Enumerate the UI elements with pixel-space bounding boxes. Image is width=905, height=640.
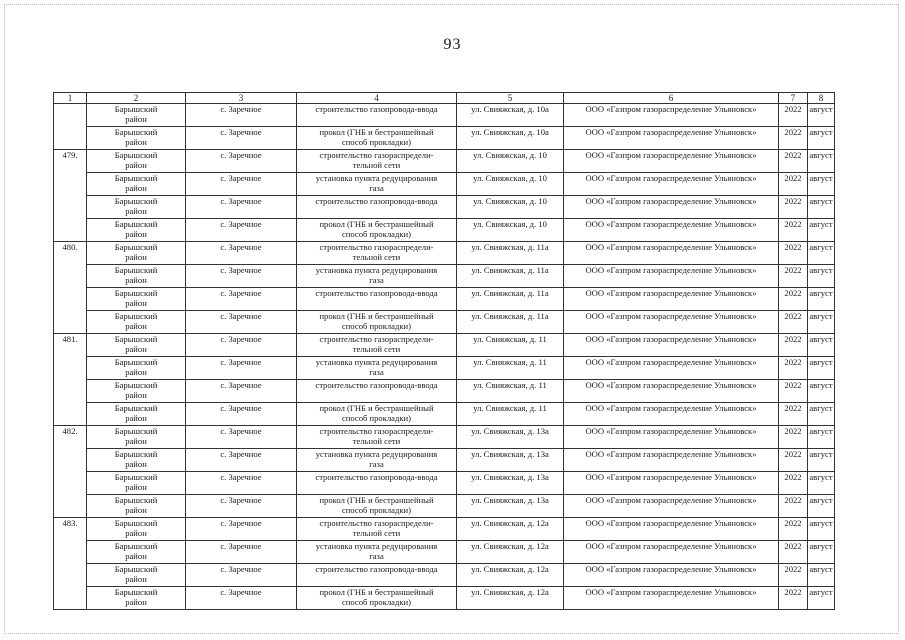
district-cell bbox=[87, 518, 186, 541]
row-number-cell: 480. bbox=[54, 242, 87, 334]
district-cell bbox=[87, 288, 186, 311]
district-text: район bbox=[125, 275, 147, 285]
district-text: Барышский bbox=[114, 587, 158, 597]
work-type-text: строительство газораспредели- bbox=[319, 242, 434, 252]
district-cell bbox=[87, 311, 186, 334]
year-cell: 2022 bbox=[779, 265, 808, 288]
address-cell: ул. Свияжская, д. 11а bbox=[457, 242, 564, 265]
year-cell: 2022 bbox=[779, 449, 808, 472]
district-cell bbox=[87, 380, 186, 403]
district-text: Барышский bbox=[114, 449, 158, 459]
address-cell: ул. Свияжская, д. 10а bbox=[457, 127, 564, 150]
work-type-text: установка пункта редуцирования bbox=[315, 357, 438, 367]
district-text: Барышский bbox=[114, 334, 158, 344]
year-cell: 2022 bbox=[779, 127, 808, 150]
district-cell bbox=[87, 564, 186, 587]
table-row bbox=[54, 173, 835, 196]
village-cell: с. Заречное bbox=[186, 196, 297, 219]
village-cell: с. Заречное bbox=[186, 541, 297, 564]
year-cell: 2022 bbox=[779, 403, 808, 426]
work-type-text: строительство газопровода-ввода bbox=[315, 380, 438, 390]
year-cell: 2022 bbox=[779, 564, 808, 587]
organization-cell: ООО «Газпром газораспределение Ульяновск» bbox=[564, 587, 779, 610]
district-text: район bbox=[125, 367, 147, 377]
village-cell: с. Заречное bbox=[186, 426, 297, 449]
work-type-text: строительство газопровода-ввода bbox=[315, 104, 438, 114]
district-text: Барышский bbox=[114, 150, 158, 160]
village-cell: с. Заречное bbox=[186, 518, 297, 541]
organization-cell: ООО «Газпром газораспределение Ульяновск» bbox=[564, 495, 779, 518]
village-cell: с. Заречное bbox=[186, 219, 297, 242]
organization-cell: ООО «Газпром газораспределение Ульяновск» bbox=[564, 242, 779, 265]
work-type-text: способ прокладки) bbox=[341, 597, 412, 607]
work-type-cell bbox=[297, 196, 457, 219]
gasification-table bbox=[53, 92, 835, 610]
village-cell: с. Заречное bbox=[186, 104, 297, 127]
table-row bbox=[54, 380, 835, 403]
district-cell bbox=[87, 587, 186, 610]
year-cell: 2022 bbox=[779, 541, 808, 564]
address-cell: ул. Свияжская, д. 13а bbox=[457, 449, 564, 472]
district-text: Барышский bbox=[114, 426, 158, 436]
village-cell: с. Заречное bbox=[186, 495, 297, 518]
organization-cell: ООО «Газпром газораспределение Ульяновск» bbox=[564, 449, 779, 472]
district-text: Барышский bbox=[114, 380, 158, 390]
table-row bbox=[54, 587, 835, 610]
work-type-cell bbox=[297, 288, 457, 311]
organization-cell: ООО «Газпром газораспределение Ульяновск» bbox=[564, 219, 779, 242]
header-cell: 2 bbox=[87, 93, 186, 104]
district-text: район bbox=[125, 436, 147, 446]
organization-cell: ООО «Газпром газораспределение Ульяновск» bbox=[564, 403, 779, 426]
year-cell: 2022 bbox=[779, 288, 808, 311]
village-cell: с. Заречное bbox=[186, 380, 297, 403]
header-row bbox=[54, 93, 835, 104]
work-type-cell bbox=[297, 449, 457, 472]
address-cell: ул. Свияжская, д. 11а bbox=[457, 311, 564, 334]
address-cell: ул. Свияжская, д. 13а bbox=[457, 472, 564, 495]
address-cell: ул. Свияжская, д. 11 bbox=[457, 380, 564, 403]
district-text: район bbox=[125, 206, 147, 216]
district-cell bbox=[87, 334, 186, 357]
header-cell: 1 bbox=[54, 93, 87, 104]
district-cell bbox=[87, 541, 186, 564]
year-cell: 2022 bbox=[779, 104, 808, 127]
district-cell bbox=[87, 426, 186, 449]
district-text: Барышский bbox=[114, 127, 158, 137]
address-cell: ул. Свияжская, д. 11а bbox=[457, 288, 564, 311]
table-row bbox=[54, 564, 835, 587]
address-cell: ул. Свияжская, д. 10 bbox=[457, 196, 564, 219]
district-text: Барышский bbox=[114, 403, 158, 413]
district-text: район bbox=[125, 252, 147, 262]
work-type-text: тельной сети bbox=[352, 252, 401, 262]
month-cell: август bbox=[808, 311, 835, 334]
organization-cell: ООО «Газпром газораспределение Ульяновск» bbox=[564, 472, 779, 495]
district-text: Барышский bbox=[114, 219, 158, 229]
district-text: Барышский bbox=[114, 242, 158, 252]
district-text: район bbox=[125, 597, 147, 607]
village-cell: с. Заречное bbox=[186, 150, 297, 173]
month-cell: август bbox=[808, 265, 835, 288]
month-cell: август bbox=[808, 357, 835, 380]
month-cell: август bbox=[808, 426, 835, 449]
work-type-text: способ прокладки) bbox=[341, 321, 412, 331]
village-cell: с. Заречное bbox=[186, 449, 297, 472]
table-row bbox=[54, 288, 835, 311]
month-cell: август bbox=[808, 334, 835, 357]
row-number-cell: 479. bbox=[54, 150, 87, 242]
work-type-text: прокол (ГНБ и бестраншейный bbox=[319, 495, 434, 505]
work-type-cell bbox=[297, 426, 457, 449]
month-cell: август bbox=[808, 380, 835, 403]
village-cell: с. Заречное bbox=[186, 403, 297, 426]
district-text: район bbox=[125, 459, 147, 469]
district-text: Барышский bbox=[114, 104, 158, 114]
year-cell: 2022 bbox=[779, 357, 808, 380]
district-text: Барышский bbox=[114, 265, 158, 275]
table-row bbox=[54, 150, 835, 173]
table-row bbox=[54, 495, 835, 518]
work-type-cell bbox=[297, 334, 457, 357]
district-cell bbox=[87, 265, 186, 288]
address-cell: ул. Свияжская, д. 11 bbox=[457, 357, 564, 380]
village-cell: с. Заречное bbox=[186, 288, 297, 311]
work-type-cell bbox=[297, 403, 457, 426]
year-cell: 2022 bbox=[779, 472, 808, 495]
work-type-text: газа bbox=[369, 275, 384, 285]
work-type-cell bbox=[297, 173, 457, 196]
district-text: Барышский bbox=[114, 357, 158, 367]
table-row bbox=[54, 518, 835, 541]
work-type-text: газа bbox=[369, 183, 384, 193]
district-text: район bbox=[125, 344, 147, 354]
work-type-cell bbox=[297, 541, 457, 564]
district-cell bbox=[87, 357, 186, 380]
work-type-text: газа bbox=[369, 367, 384, 377]
district-cell bbox=[87, 403, 186, 426]
work-type-text: строительство газораспредели- bbox=[319, 426, 434, 436]
district-cell bbox=[87, 449, 186, 472]
work-type-text: тельной сети bbox=[352, 344, 401, 354]
header-cell: 8 bbox=[808, 93, 835, 104]
organization-cell: ООО «Газпром газораспределение Ульяновск» bbox=[564, 518, 779, 541]
district-text: район bbox=[125, 160, 147, 170]
village-cell: с. Заречное bbox=[186, 472, 297, 495]
work-type-cell bbox=[297, 380, 457, 403]
organization-cell: ООО «Газпром газораспределение Ульяновск» bbox=[564, 357, 779, 380]
district-text: район bbox=[125, 551, 147, 561]
organization-cell: ООО «Газпром газораспределение Ульяновск» bbox=[564, 104, 779, 127]
work-type-text: строительство газопровода-ввода bbox=[315, 196, 438, 206]
address-cell: ул. Свияжская, д. 10 bbox=[457, 173, 564, 196]
year-cell: 2022 bbox=[779, 242, 808, 265]
month-cell: август bbox=[808, 518, 835, 541]
work-type-text: строительство газопровода-ввода bbox=[315, 472, 438, 482]
district-text: Барышский bbox=[114, 288, 158, 298]
row-number-cell: 481. bbox=[54, 334, 87, 426]
table-row bbox=[54, 242, 835, 265]
month-cell: август bbox=[808, 541, 835, 564]
month-cell: август bbox=[808, 104, 835, 127]
work-type-text: способ прокладки) bbox=[341, 413, 412, 423]
address-cell: ул. Свияжская, д. 12а bbox=[457, 587, 564, 610]
work-type-text: тельной сети bbox=[352, 528, 401, 538]
organization-cell: ООО «Газпром газораспределение Ульяновск» bbox=[564, 541, 779, 564]
table-row bbox=[54, 104, 835, 127]
year-cell: 2022 bbox=[779, 219, 808, 242]
village-cell: с. Заречное bbox=[186, 242, 297, 265]
work-type-text: строительство газораспредели- bbox=[319, 150, 434, 160]
work-type-cell bbox=[297, 242, 457, 265]
month-cell: август bbox=[808, 288, 835, 311]
address-cell: ул. Свияжская, д. 12а bbox=[457, 564, 564, 587]
district-text: район bbox=[125, 413, 147, 423]
table-row bbox=[54, 265, 835, 288]
organization-cell: ООО «Газпром газораспределение Ульяновск» bbox=[564, 380, 779, 403]
row-number-cell: 483. bbox=[54, 518, 87, 610]
village-cell: с. Заречное bbox=[186, 564, 297, 587]
work-type-text: строительство газораспредели- bbox=[319, 334, 434, 344]
month-cell: август bbox=[808, 403, 835, 426]
organization-cell: ООО «Газпром газораспределение Ульяновск» bbox=[564, 311, 779, 334]
village-cell: с. Заречное bbox=[186, 311, 297, 334]
year-cell: 2022 bbox=[779, 150, 808, 173]
work-type-cell bbox=[297, 265, 457, 288]
organization-cell: ООО «Газпром газораспределение Ульяновск» bbox=[564, 288, 779, 311]
work-type-text: строительство газопровода-ввода bbox=[315, 564, 438, 574]
district-cell bbox=[87, 219, 186, 242]
work-type-text: прокол (ГНБ и бестраншейный bbox=[319, 587, 434, 597]
month-cell: август bbox=[808, 173, 835, 196]
district-text: район bbox=[125, 482, 147, 492]
address-cell: ул. Свияжская, д. 11 bbox=[457, 334, 564, 357]
work-type-text: установка пункта редуцирования bbox=[315, 173, 438, 183]
month-cell: август bbox=[808, 242, 835, 265]
month-cell: август bbox=[808, 564, 835, 587]
district-text: район bbox=[125, 574, 147, 584]
year-cell: 2022 bbox=[779, 380, 808, 403]
district-text: район bbox=[125, 528, 147, 538]
address-cell: ул. Свияжская, д. 13а bbox=[457, 426, 564, 449]
village-cell: с. Заречное bbox=[186, 265, 297, 288]
organization-cell: ООО «Газпром газораспределение Ульяновск» bbox=[564, 173, 779, 196]
village-cell: с. Заречное bbox=[186, 334, 297, 357]
work-type-text: газа bbox=[369, 551, 384, 561]
district-cell bbox=[87, 104, 186, 127]
village-cell: с. Заречное bbox=[186, 173, 297, 196]
work-type-cell bbox=[297, 564, 457, 587]
district-text: район bbox=[125, 114, 147, 124]
work-type-text: строительство газопровода-ввода bbox=[315, 288, 438, 298]
district-text: Барышский bbox=[114, 541, 158, 551]
month-cell: август bbox=[808, 587, 835, 610]
district-text: Барышский bbox=[114, 472, 158, 482]
table-row bbox=[54, 541, 835, 564]
row-number-cell bbox=[54, 104, 87, 150]
work-type-text: прокол (ГНБ и бестраншейный bbox=[319, 219, 434, 229]
address-cell: ул. Свияжская, д. 12а bbox=[457, 518, 564, 541]
district-text: Барышский bbox=[114, 495, 158, 505]
work-type-text: прокол (ГНБ и бестраншейный bbox=[319, 127, 434, 137]
year-cell: 2022 bbox=[779, 311, 808, 334]
district-text: Барышский bbox=[114, 518, 158, 528]
work-type-text: установка пункта редуцирования bbox=[315, 449, 438, 459]
work-type-text: газа bbox=[369, 459, 384, 469]
work-type-text: способ прокладки) bbox=[341, 137, 412, 147]
work-type-text: прокол (ГНБ и бестраншейный bbox=[319, 311, 434, 321]
work-type-cell bbox=[297, 150, 457, 173]
organization-cell: ООО «Газпром газораспределение Ульяновск» bbox=[564, 127, 779, 150]
header-cell: 7 bbox=[779, 93, 808, 104]
year-cell: 2022 bbox=[779, 173, 808, 196]
work-type-text: прокол (ГНБ и бестраншейный bbox=[319, 403, 434, 413]
row-number-cell: 482. bbox=[54, 426, 87, 518]
address-cell: ул. Свияжская, д. 12а bbox=[457, 541, 564, 564]
month-cell: август bbox=[808, 472, 835, 495]
table-row bbox=[54, 127, 835, 150]
work-type-cell bbox=[297, 472, 457, 495]
work-type-cell bbox=[297, 104, 457, 127]
district-text: Барышский bbox=[114, 564, 158, 574]
table-row bbox=[54, 357, 835, 380]
month-cell: август bbox=[808, 495, 835, 518]
district-text: район bbox=[125, 298, 147, 308]
work-type-cell bbox=[297, 219, 457, 242]
month-cell: август bbox=[808, 449, 835, 472]
address-cell: ул. Свияжская, д. 11 bbox=[457, 403, 564, 426]
year-cell: 2022 bbox=[779, 426, 808, 449]
table-row bbox=[54, 219, 835, 242]
work-type-text: тельной сети bbox=[352, 436, 401, 446]
table-row bbox=[54, 426, 835, 449]
month-cell: август bbox=[808, 127, 835, 150]
work-type-text: способ прокладки) bbox=[341, 505, 412, 515]
organization-cell: ООО «Газпром газораспределение Ульяновск» bbox=[564, 426, 779, 449]
work-type-cell bbox=[297, 518, 457, 541]
district-text: район bbox=[125, 321, 147, 331]
year-cell: 2022 bbox=[779, 495, 808, 518]
work-type-cell bbox=[297, 495, 457, 518]
district-cell bbox=[87, 242, 186, 265]
month-cell: август bbox=[808, 196, 835, 219]
table-row bbox=[54, 311, 835, 334]
page-number: 93 bbox=[443, 36, 462, 53]
district-text: Барышский bbox=[114, 311, 158, 321]
district-cell bbox=[87, 472, 186, 495]
organization-cell: ООО «Газпром газораспределение Ульяновск» bbox=[564, 334, 779, 357]
table-row bbox=[54, 196, 835, 219]
work-type-text: тельной сети bbox=[352, 160, 401, 170]
year-cell: 2022 bbox=[779, 587, 808, 610]
work-type-text: строительство газораспредели- bbox=[319, 518, 434, 528]
address-cell: ул. Свияжская, д. 10 bbox=[457, 219, 564, 242]
work-type-text: установка пункта редуцирования bbox=[315, 265, 438, 275]
header-cell: 3 bbox=[186, 93, 297, 104]
village-cell: с. Заречное bbox=[186, 357, 297, 380]
header-cell: 5 bbox=[457, 93, 564, 104]
address-cell: ул. Свияжская, д. 10а bbox=[457, 104, 564, 127]
header-cell: 6 bbox=[564, 93, 779, 104]
table-row bbox=[54, 403, 835, 426]
district-text: район bbox=[125, 183, 147, 193]
district-cell bbox=[87, 495, 186, 518]
work-type-cell bbox=[297, 311, 457, 334]
work-type-text: способ прокладки) bbox=[341, 229, 412, 239]
address-cell: ул. Свияжская, д. 13а bbox=[457, 495, 564, 518]
district-text: район bbox=[125, 505, 147, 515]
year-cell: 2022 bbox=[779, 334, 808, 357]
district-text: район bbox=[125, 229, 147, 239]
district-cell bbox=[87, 127, 186, 150]
table-row bbox=[54, 472, 835, 495]
table-row bbox=[54, 334, 835, 357]
work-type-cell bbox=[297, 357, 457, 380]
district-cell bbox=[87, 196, 186, 219]
month-cell: август bbox=[808, 150, 835, 173]
work-type-cell bbox=[297, 587, 457, 610]
village-cell: с. Заречное bbox=[186, 127, 297, 150]
table-row bbox=[54, 449, 835, 472]
district-cell bbox=[87, 173, 186, 196]
work-type-cell bbox=[297, 127, 457, 150]
address-cell: ул. Свияжская, д. 10 bbox=[457, 150, 564, 173]
organization-cell: ООО «Газпром газораспределение Ульяновск» bbox=[564, 265, 779, 288]
organization-cell: ООО «Газпром газораспределение Ульяновск» bbox=[564, 564, 779, 587]
district-text: Барышский bbox=[114, 173, 158, 183]
district-cell bbox=[87, 150, 186, 173]
organization-cell: ООО «Газпром газораспределение Ульяновск» bbox=[564, 196, 779, 219]
month-cell: август bbox=[808, 219, 835, 242]
year-cell: 2022 bbox=[779, 518, 808, 541]
district-text: район bbox=[125, 390, 147, 400]
organization-cell: ООО «Газпром газораспределение Ульяновск» bbox=[564, 150, 779, 173]
work-type-text: установка пункта редуцирования bbox=[315, 541, 438, 551]
address-cell: ул. Свияжская, д. 11а bbox=[457, 265, 564, 288]
year-cell: 2022 bbox=[779, 196, 808, 219]
district-text: район bbox=[125, 137, 147, 147]
district-text: Барышский bbox=[114, 196, 158, 206]
header-cell: 4 bbox=[297, 93, 457, 104]
village-cell: с. Заречное bbox=[186, 587, 297, 610]
